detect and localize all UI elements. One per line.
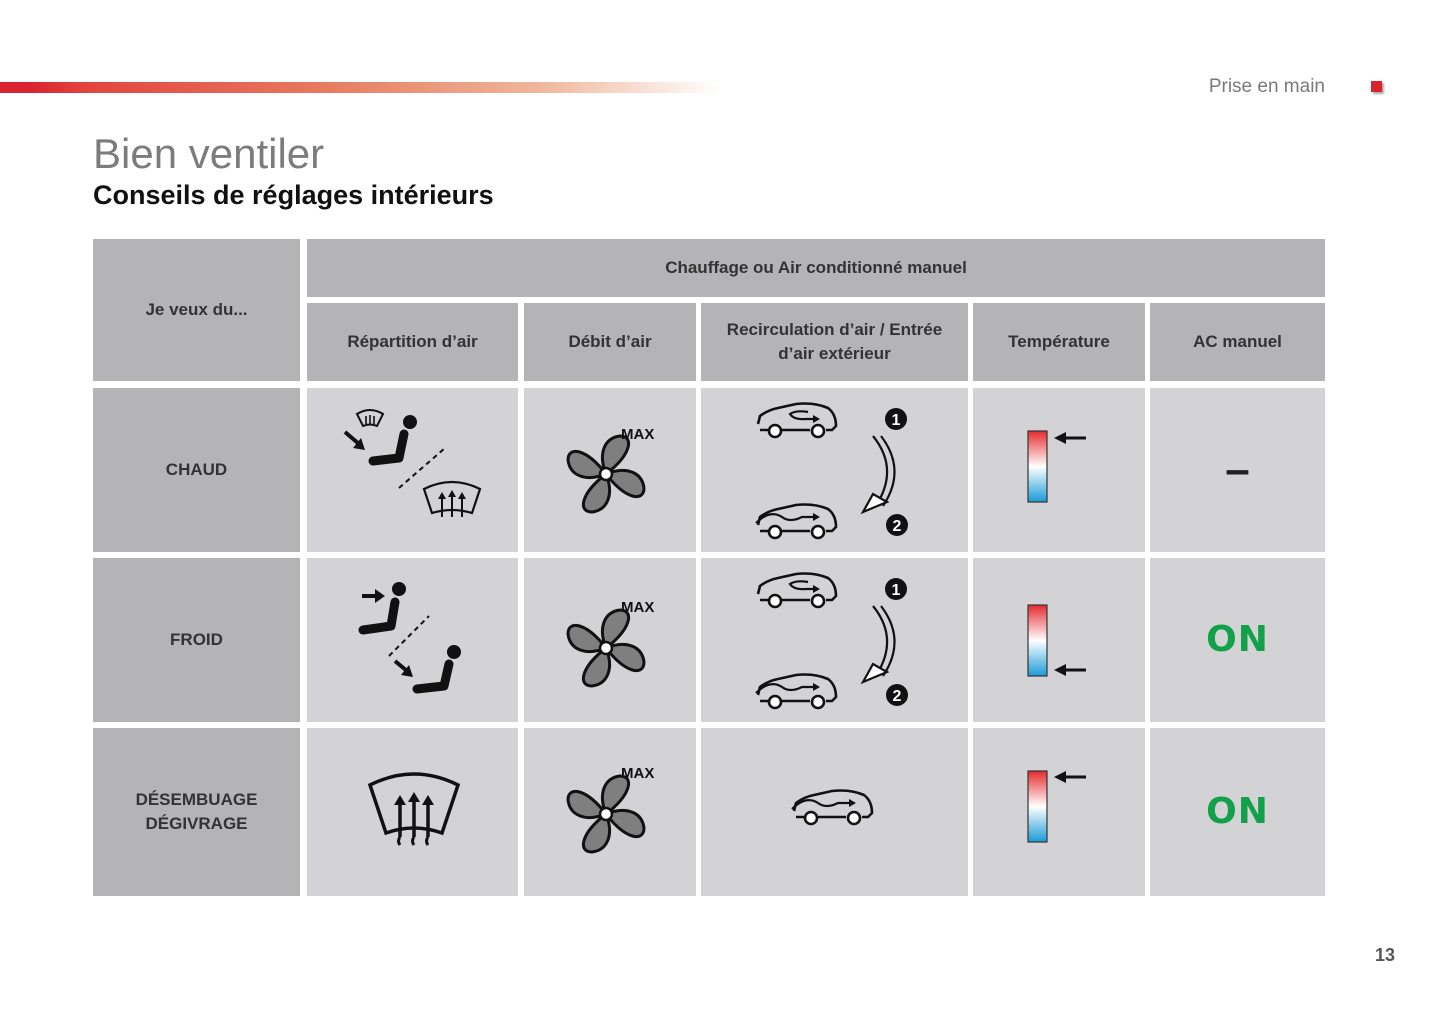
temperature-cell bbox=[973, 558, 1145, 722]
section-label: Prise en main bbox=[1208, 76, 1325, 97]
step-2-badge bbox=[886, 684, 908, 706]
temperature-gauge-hot-icon bbox=[973, 388, 1145, 552]
windscreen-demist-small-icon bbox=[357, 410, 383, 426]
column-header-air-flow: Débit d’air bbox=[524, 303, 696, 381]
air-distribution-cell bbox=[307, 388, 518, 552]
recirculation-cell bbox=[701, 728, 968, 896]
row-label-froid: FROID bbox=[93, 558, 300, 722]
car-recirculation-icon bbox=[758, 574, 836, 608]
fan-icon bbox=[524, 388, 696, 552]
step-1-badge bbox=[885, 578, 907, 600]
cycle-arrow-icon bbox=[863, 436, 895, 512]
svg-text:1: 1 bbox=[891, 412, 901, 429]
temperature-cell bbox=[973, 388, 1145, 552]
temperature-gauge-hot-icon bbox=[973, 728, 1145, 896]
page-title: Bien ventiler bbox=[93, 130, 325, 177]
recirculation-cycle-icon bbox=[701, 558, 968, 722]
seated-person-icon bbox=[363, 582, 406, 630]
car-fresh-air-icon bbox=[701, 728, 968, 896]
rear-screen-demist-icon bbox=[424, 482, 480, 517]
row-label-chaud: CHAUD bbox=[93, 388, 300, 552]
recirculation-cell bbox=[701, 558, 968, 722]
temperature-gauge-cold-icon bbox=[973, 558, 1145, 722]
column-header-temperature: Température bbox=[973, 303, 1145, 381]
svg-text:1: 1 bbox=[891, 582, 901, 599]
step-1-badge bbox=[885, 408, 907, 430]
seated-person-icon bbox=[417, 645, 461, 689]
windscreen-demist-icon bbox=[307, 728, 518, 896]
arrow-to-feet-icon bbox=[395, 661, 413, 677]
fan-max-label: MAX bbox=[621, 599, 655, 616]
cycle-arrow-icon bbox=[863, 606, 895, 682]
page-number: 13 bbox=[1375, 945, 1396, 965]
ac-cell bbox=[1150, 558, 1325, 722]
car-fresh-air-icon bbox=[756, 675, 836, 709]
fan-icon bbox=[524, 728, 696, 896]
car-fresh-air-icon bbox=[756, 505, 836, 539]
air-flow-cell bbox=[524, 728, 696, 896]
column-header-recirculation: Recirculation d’air / Entrée d’air extérieur bbox=[701, 303, 968, 381]
recirculation-cell bbox=[701, 388, 968, 552]
fan-icon bbox=[524, 558, 696, 722]
temperature-cell bbox=[973, 728, 1145, 896]
air-distribution-cell bbox=[307, 558, 518, 722]
ac-cell bbox=[1150, 388, 1325, 552]
group-header: Chauffage ou Air conditionné manuel bbox=[307, 239, 1325, 297]
ac-cell bbox=[1150, 728, 1325, 896]
page-subtitle: Conseils de réglages intérieurs bbox=[93, 180, 494, 210]
air-distribution-cell bbox=[307, 728, 518, 896]
row-label-desembuage bbox=[93, 728, 300, 896]
ac-on-label: ON bbox=[1206, 791, 1269, 832]
air-distribution-hot-icon bbox=[307, 388, 518, 552]
row-label-line-1: DÉSEMBUAGE bbox=[135, 790, 258, 809]
air-distribution-cold-icon bbox=[307, 558, 518, 722]
header-accent-bar bbox=[0, 82, 720, 93]
ac-on-label: ON bbox=[1206, 619, 1269, 660]
fan-max-label: MAX bbox=[621, 765, 655, 782]
arrow-to-face-icon bbox=[362, 589, 385, 603]
arrow-to-feet-icon bbox=[345, 432, 365, 450]
svg-text:2: 2 bbox=[892, 688, 902, 705]
recirculation-cycle-icon bbox=[701, 388, 968, 552]
car-recirculation-icon bbox=[758, 404, 836, 438]
fan-max-label: MAX bbox=[621, 426, 655, 443]
row-label-line-2: DÉGIVRAGE bbox=[145, 814, 248, 833]
column-header-air-distribution: Répartition d’air bbox=[307, 303, 518, 381]
ac-off-dash: – bbox=[1225, 445, 1250, 494]
row-header-title: Je veux du... bbox=[93, 239, 300, 381]
step-2-badge bbox=[886, 514, 908, 536]
air-flow-cell bbox=[524, 558, 696, 722]
svg-text:2: 2 bbox=[892, 518, 902, 535]
section-marker bbox=[1371, 81, 1382, 92]
column-header-ac: AC manuel bbox=[1150, 303, 1325, 381]
air-flow-cell bbox=[524, 388, 696, 552]
